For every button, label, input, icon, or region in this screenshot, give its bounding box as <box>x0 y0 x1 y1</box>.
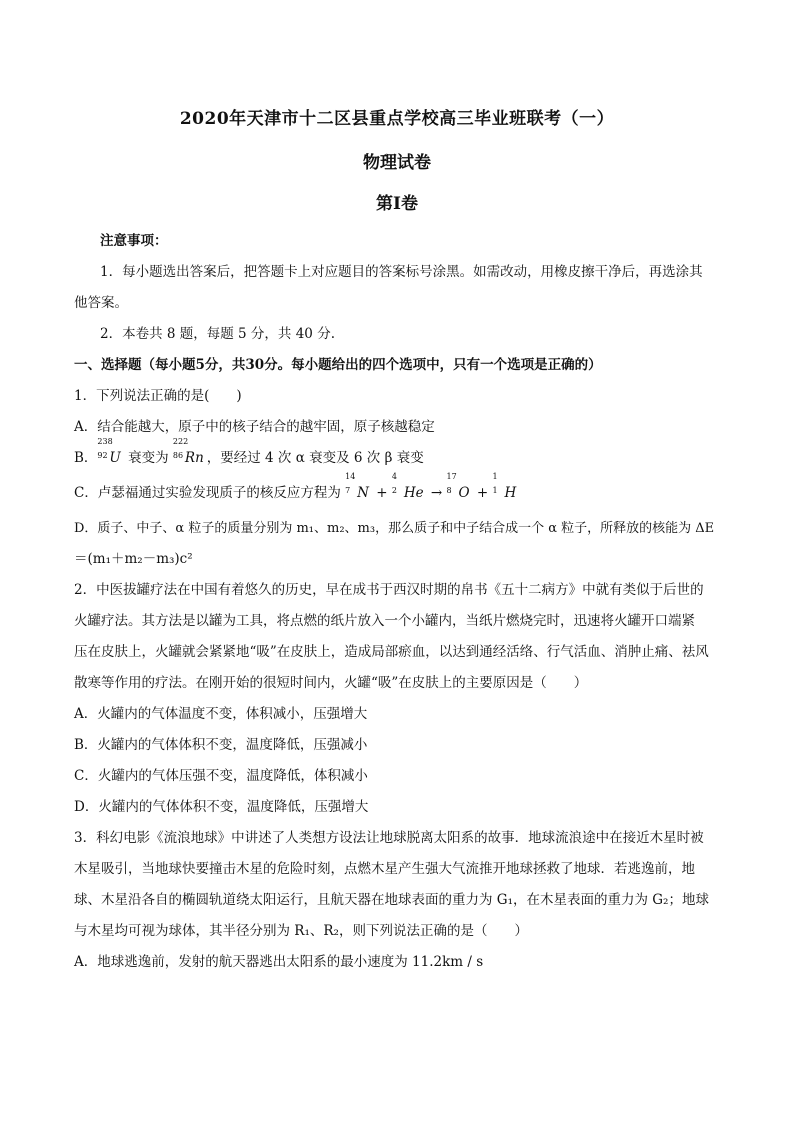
q2-option-b: B．火罐内的气体体积不变，温度降低，压强减小 <box>74 737 368 753</box>
nuclide-h1 <box>492 472 517 509</box>
nuclide-rn222-number: 86 <box>172 451 184 460</box>
nuclide-u238-number: 92 <box>97 451 108 460</box>
nuclide-h1-number: 1 <box>492 486 498 495</box>
reaction-arrow: → <box>426 485 447 501</box>
nuclide-n14-symbol: N <box>357 485 369 501</box>
notice-item-1-line-1: 1．每小题选出答案后，把答题卡上对应题目的答案标号涂黑。如需改动，用橡皮擦干净后，再选涂其 <box>100 264 703 280</box>
notice-heading: 注意事项： <box>100 233 168 249</box>
q2-stem-line-2: 火罐疗法。其方法是以罐为工具，将点燃的纸片放入一个小罐内，当纸片燃烧完时，迅速将火罐开口端紧 <box>74 613 695 629</box>
exam-title: 2020年天津市十二区县重点学校高三毕业班联考（一） <box>179 109 615 129</box>
q1-option-a: A．结合能越大，原子中的核子结合的越牢固，原子核越稳定 <box>74 419 435 435</box>
q2-stem-line-4: 散寒等作用的疗法。在刚开始的很短时间内，火罐“吸”在皮肤上的主要原因是（ ） <box>74 675 588 691</box>
nuclide-u238-mass: 238 <box>97 437 113 446</box>
nuclide-rn222 <box>172 437 204 474</box>
nuclide-o17-symbol: O <box>458 485 470 501</box>
nuclide-o17-mass: 17 <box>446 472 457 481</box>
q1-stem: 1．下列说法正确的是( ) <box>74 388 242 404</box>
nuclide-n14 <box>345 472 369 509</box>
nuclide-n14-mass: 14 <box>345 472 356 481</box>
q2-option-a: A．火罐内的气体温度不变，体积减小，压强增大 <box>74 706 368 722</box>
nuclide-n14-number: 7 <box>345 486 351 495</box>
q2-stem-line-1: 2．中医拔罐疗法在中国有着悠久的历史，早在成书于西汉时期的帛书《五十二病方》中就有类似于后世的 <box>74 582 704 598</box>
q1-option-b <box>74 437 722 474</box>
q2-stem-line-3: 压在皮肤上，火罐就会紧紧地“吸”在皮肤上，造成局部瘀血，以达到通经活络、行气活血、消肿止痛、祛风 <box>74 644 709 660</box>
q1-option-d-line-2: ＝(m₁＋m₂－m₃)c² <box>74 551 193 567</box>
nuclide-u238-symbol: U <box>109 450 121 466</box>
nuclide-he4-mass: 4 <box>391 472 397 481</box>
exam-subject: 物理试卷 <box>363 153 431 173</box>
nuclide-h1-symbol: H <box>504 485 517 501</box>
nuclide-h1-mass: 1 <box>492 472 498 481</box>
q2-option-d: D．火罐内的气体体积不变，温度降低，压强增大 <box>74 799 369 815</box>
exam-content <box>74 226 722 978</box>
q2-option-c: C．火罐内的气体压强不变，温度降低，体积减小 <box>74 768 368 784</box>
q1-option-c <box>74 472 722 509</box>
q1-option-d-line-1: D．质子、中子、α 粒子的质量分别为 m₁、m₂、m₃，那么质子和中子结合成一个 α 粒子，所释放的核能为 ΔE <box>74 521 715 536</box>
q3-stem-line-3: 球、木星沿各自的椭圆轨道绕太阳运行，且航天器在地球表面的重力为 G₁，在木星表面的重力为 G₂；地球 <box>74 892 709 908</box>
notice-item-2: 2．本卷共 8 题，每题 5 分，共 40 分. <box>100 326 335 342</box>
nuclide-rn222-symbol: Rn <box>184 450 204 466</box>
exam-volume: 第Ⅰ卷 <box>376 194 418 214</box>
nuclide-u238 <box>97 437 121 474</box>
q1-option-b-mid: 衰变为 <box>123 450 173 466</box>
q3-stem-line-1: 3．科幻电影《流浪地球》中讲述了人类想方设法让地球脱离太阳系的故事．地球流浪途中在接近木星时被 <box>74 830 704 846</box>
nuclide-rn222-mass: 222 <box>172 437 189 446</box>
plus-sign-1: + <box>371 485 392 501</box>
section-1-heading: 一、选择题（每小题5分，共30分。每小题给出的四个选项中，只有一个选项是正确的） <box>74 357 602 373</box>
plus-sign-2: + <box>472 485 493 501</box>
q1-option-c-prefix: C．卢瑟福通过实验发现质子的核反应方程为 <box>74 485 346 501</box>
q1-option-b-suffix: ，要经过 4 次 α 衰变及 6 次 β 衰变 <box>206 450 424 466</box>
q3-stem-line-2: 木星吸引，当地球快要撞击木星的危险时刻，点燃木星产生强大气流推开地球拯救了地球．若逃逸前，地 <box>74 861 695 877</box>
q3-stem-line-4: 与木星均可视为球体，其半径分别为 R₁、R₂，则下列说法正确的是（ ） <box>74 923 528 939</box>
nuclide-he4-number: 2 <box>391 486 397 495</box>
nuclide-o17 <box>446 472 470 509</box>
nuclide-he4-symbol: He <box>403 485 424 501</box>
notice-item-1-line-2: 他答案。 <box>74 295 128 311</box>
q3-option-a: A．地球逃逸前，发射的航天器逃出太阳系的最小速度为 11.2km / s <box>74 954 484 970</box>
nuclide-he4 <box>391 472 424 509</box>
nuclide-o17-number: 8 <box>446 486 452 495</box>
q1-option-b-prefix: B． <box>74 450 98 466</box>
